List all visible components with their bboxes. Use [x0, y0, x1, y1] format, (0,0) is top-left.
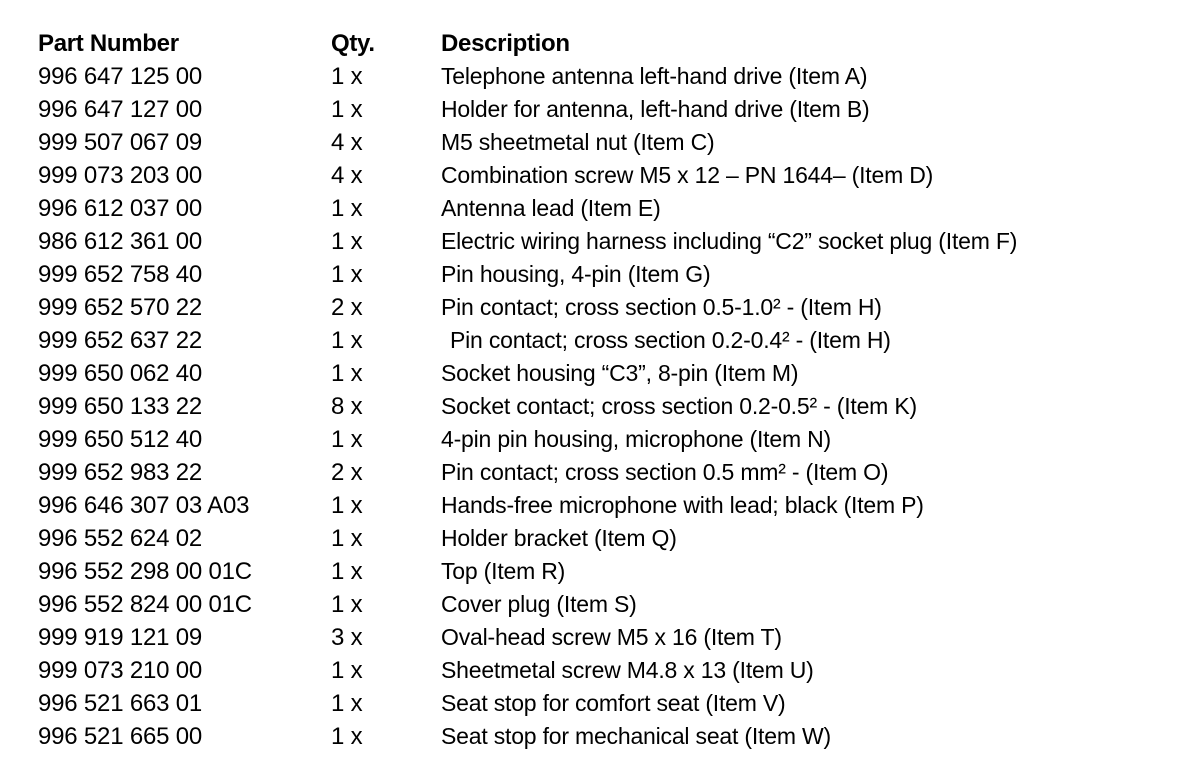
- table-row: [38, 324, 1158, 357]
- table-row: [38, 720, 1158, 753]
- description-cell: Hands-free microphone with lead; black (Item P): [441, 492, 924, 518]
- part-number-cell: 999 652 983 22: [38, 459, 203, 486]
- qty-cell: 4 x: [331, 129, 363, 156]
- part-number-cell: 999 650 133 22: [38, 393, 203, 420]
- description-cell: Seat stop for comfort seat (Item V): [441, 690, 786, 716]
- table-row: [38, 126, 1158, 159]
- qty-cell: 1 x: [331, 261, 363, 288]
- description-cell: Pin contact; cross section 0.5-1.0² - (Item H): [441, 294, 882, 320]
- part-number-cell: 999 507 067 09: [38, 129, 203, 156]
- description-cell: Oval-head screw M5 x 16 (Item T): [441, 624, 782, 650]
- table-row: [38, 456, 1158, 489]
- part-number-cell: 996 646 307 03 A03: [38, 492, 250, 519]
- qty-cell: 3 x: [331, 624, 363, 651]
- qty-cell: 2 x: [331, 459, 363, 486]
- table-row: [38, 60, 1158, 93]
- description-cell: M5 sheetmetal nut (Item C): [441, 129, 715, 155]
- description-cell: 4-pin pin housing, microphone (Item N): [441, 426, 831, 452]
- qty-cell: 1 x: [331, 558, 363, 585]
- qty-cell: 1 x: [331, 63, 363, 90]
- qty-cell: 1 x: [331, 525, 363, 552]
- description-cell: Pin housing, 4-pin (Item G): [441, 261, 711, 287]
- description-cell: Sheetmetal screw M4.8 x 13 (Item U): [441, 657, 814, 683]
- table-row: [38, 522, 1158, 555]
- part-number-cell: 996 647 125 00: [38, 63, 203, 90]
- table-row: [38, 258, 1158, 291]
- qty-cell: 1 x: [331, 591, 363, 618]
- part-number-cell: 999 652 758 40: [38, 261, 203, 288]
- part-number-cell: 999 652 637 22: [38, 327, 203, 354]
- part-number-cell: 999 650 512 40: [38, 426, 203, 453]
- table-row: [38, 588, 1158, 621]
- part-number-cell: 996 552 824 00 01C: [38, 591, 252, 618]
- qty-cell: 1 x: [331, 690, 363, 717]
- part-number-cell: 996 552 624 02: [38, 525, 203, 552]
- description-cell: Electric wiring harness including “C2” socket plug (Item F): [441, 228, 1018, 254]
- part-number-cell: 996 521 665 00: [38, 723, 203, 750]
- qty-cell: 1 x: [331, 360, 363, 387]
- header-part-number: Part Number: [38, 30, 179, 57]
- description-cell: Telephone antenna left-hand drive (Item A): [441, 63, 868, 89]
- qty-cell: 1 x: [331, 327, 363, 354]
- qty-cell: 1 x: [331, 657, 363, 684]
- table-row: [38, 621, 1158, 654]
- description-cell: Antenna lead (Item E): [441, 195, 661, 221]
- part-number-cell: 986 612 361 00: [38, 228, 203, 255]
- qty-cell: 1 x: [331, 723, 363, 750]
- qty-cell: 2 x: [331, 294, 363, 321]
- part-number-cell: 996 521 663 01: [38, 690, 203, 717]
- description-cell: Top (Item R): [441, 558, 566, 584]
- description-cell: Pin contact; cross section 0.2-0.4² - (Item H): [450, 327, 891, 353]
- description-cell: Holder for antenna, left-hand drive (Item B): [441, 96, 870, 122]
- header-qty: Qty.: [331, 30, 375, 57]
- description-cell: Socket housing “C3”, 8-pin (Item M): [441, 360, 799, 386]
- qty-cell: 1 x: [331, 228, 363, 255]
- table-row: [38, 555, 1158, 588]
- table-row: [38, 291, 1158, 324]
- part-number-cell: 999 073 203 00: [38, 162, 203, 189]
- table-row: [38, 423, 1158, 456]
- part-number-cell: 999 919 121 09: [38, 624, 203, 651]
- header-description: Description: [441, 30, 570, 57]
- description-cell: Seat stop for mechanical seat (Item W): [441, 723, 831, 749]
- part-number-cell: 996 612 037 00: [38, 195, 203, 222]
- description-cell: Socket contact; cross section 0.2-0.5² - (Item K): [441, 393, 917, 419]
- description-cell: Cover plug (Item S): [441, 591, 637, 617]
- qty-cell: 1 x: [331, 195, 363, 222]
- header-row: [38, 27, 1158, 60]
- part-number-cell: 999 652 570 22: [38, 294, 203, 321]
- table-row: [38, 159, 1158, 192]
- qty-cell: 1 x: [331, 96, 363, 123]
- qty-cell: 1 x: [331, 426, 363, 453]
- qty-cell: 1 x: [331, 492, 363, 519]
- table-row: [38, 687, 1158, 720]
- part-number-cell: 996 552 298 00 01C: [38, 558, 252, 585]
- table-row: [38, 390, 1158, 423]
- description-cell: Pin contact; cross section 0.5 mm² - (Item O): [441, 459, 889, 485]
- part-number-cell: 999 073 210 00: [38, 657, 203, 684]
- table-row: [38, 93, 1158, 126]
- description-cell: Holder bracket (Item Q): [441, 525, 677, 551]
- part-number-cell: 996 647 127 00: [38, 96, 203, 123]
- table-row: [38, 357, 1158, 390]
- description-cell: Combination screw M5 x 12 – PN 1644– (Item D): [441, 162, 934, 188]
- table-row: [38, 654, 1158, 687]
- qty-cell: 4 x: [331, 162, 363, 189]
- table-row: [38, 225, 1158, 258]
- table-row: [38, 192, 1158, 225]
- table-row: [38, 489, 1158, 522]
- qty-cell: 8 x: [331, 393, 363, 420]
- part-number-cell: 999 650 062 40: [38, 360, 203, 387]
- parts-list-table: [38, 27, 1158, 753]
